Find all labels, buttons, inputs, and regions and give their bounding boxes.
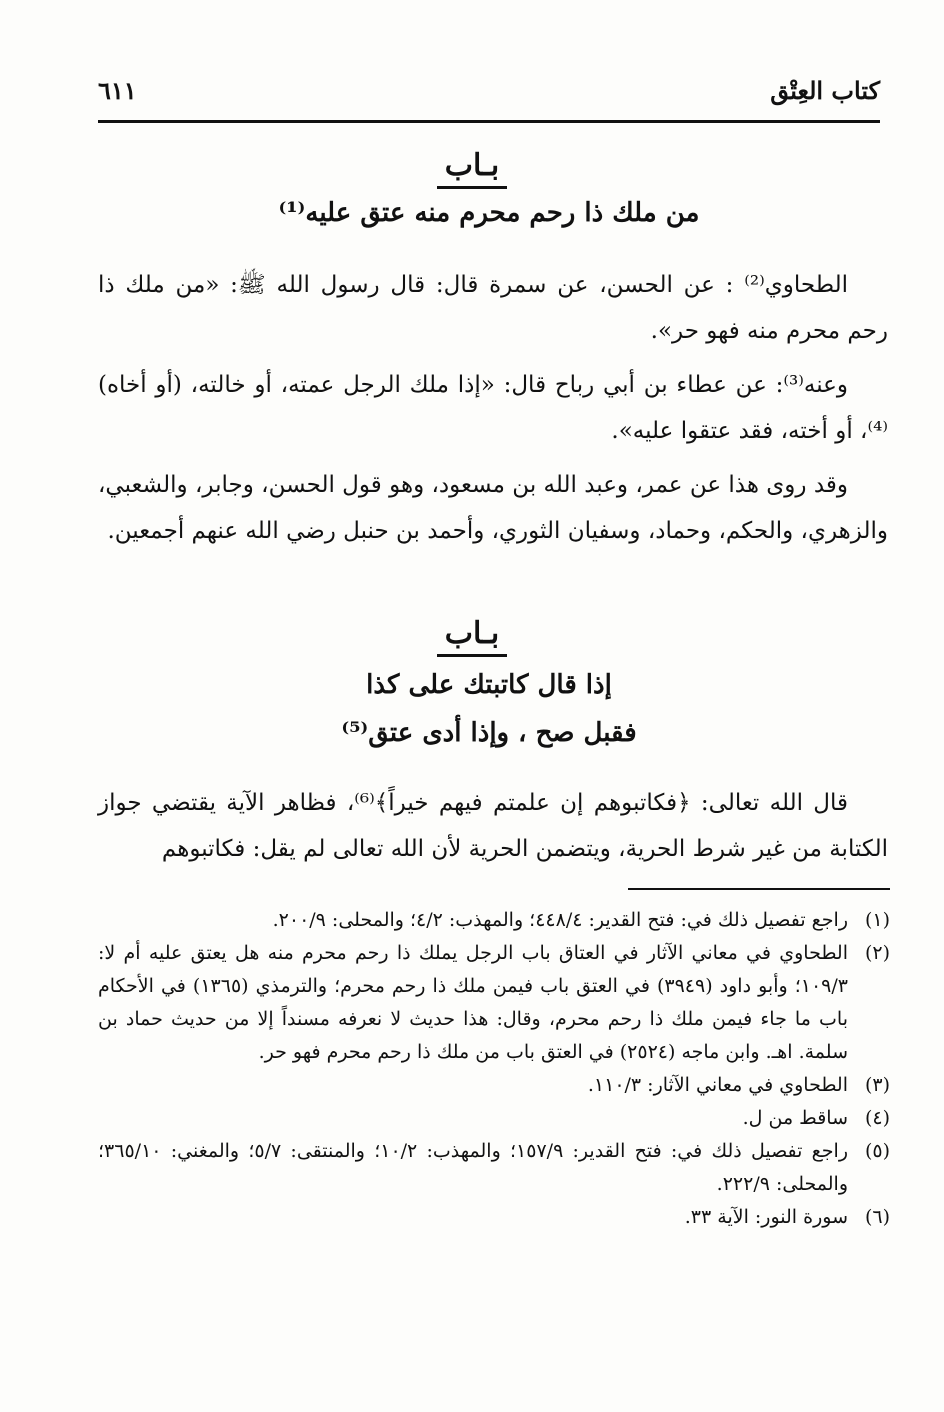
paragraph [98, 262, 888, 354]
footnote-text: الطحاوي في معاني الآثار في العتاق باب الرجل يملك ذا رحم محرم منه هل يعتق عليه أم لا: ١٠٩/٣؛ وأبو داود (٣٩٤٩) في العتق باب فيمن ملك ذا رحم محرم؛ والترمذي (١٣٦٥) في الأحكام باب ما جاء فيمن ملك ذا رحم محرم، وقال: هذا حديث لا نعرفه مسنداً إلا من حديث حماد بن سلمة. اهـ. وابن ماجه (٢٥٢٤) في العتق باب من ملك ذا رحم محرم فهو حر. [98, 942, 848, 1063]
footnote-number: (٤) [864, 1107, 890, 1129]
running-title: كتاب العِتْق [770, 76, 880, 105]
footnote-number: (٦) [864, 1206, 890, 1228]
paragraph-text: قال الله تعالى: ﴿فكاتبوهم إن علمتم فيهم خيراً﴾⁽⁶⁾، فظاهر الآية يقتضي جواز الكتابة من غير شرط الحرية، ويتضمن الحرية لأن الله تعالى لم يقل: فكاتبوهم [98, 790, 888, 862]
section-label-bab: بـاب [444, 616, 500, 651]
footnote-text: الطحاوي في معاني الآثار: ١١٠/٣. [587, 1074, 848, 1096]
footnote [98, 904, 890, 937]
paragraph-text: وعنه⁽³⁾: عن عطاء بن أبي رباح قال: «إذا ملك الرجل عمته، أو خالته، (أو أخاه)⁽⁴⁾، أو أخته، فقد عتقوا عليه». [98, 372, 888, 444]
footnote [98, 1102, 890, 1135]
footnote-text: راجع تفصيل ذلك في: فتح القدير: ٤٤٨/٤؛ والمهذب: ٤/٢؛ والمحلى: ٢٠٠/٩. [272, 909, 848, 931]
footnote-rule [628, 888, 890, 890]
footnote [98, 937, 890, 1069]
bab-underline [437, 186, 507, 189]
footnote-text: ساقط من ل. [742, 1107, 848, 1129]
section-heading: إذا قال كاتبتك على كذا [366, 670, 612, 700]
footnote [98, 1069, 890, 1102]
footnote-number: (٣) [864, 1074, 890, 1096]
footnote-text: راجع تفصيل ذلك في: فتح القدير: ١٥٧/٩؛ والمهذب: ١٠/٢؛ والمنتقى: ٥/٧؛ والمغني: ٣٦٥/١٠؛ والمحلى: ٢٢٢/٩. [98, 1140, 848, 1195]
footnote [98, 1201, 890, 1234]
footnotes [98, 904, 890, 1234]
paragraph-text: وقد روى هذا عن عمر، وعبد الله بن مسعود، وهو قول الحسن، وجابر، والشعبي، والزهري، والحكم، وحماد، وسفيان الثوري، وأحمد بن حنبل رضي الله عنهم أجمعين. [98, 472, 888, 544]
section-heading: من ملك ذا رحم محرم منه عتق عليه⁽¹⁾ [278, 198, 700, 228]
footnote [98, 1135, 890, 1201]
paragraph [98, 362, 888, 454]
section-heading: فقبل صح ، وإذا أدى عتق⁽⁵⁾ [341, 718, 637, 748]
page-header [98, 76, 880, 112]
header-rule [98, 120, 880, 123]
footnote-number: (٢) [864, 942, 890, 964]
footnote-number: (١) [864, 909, 890, 931]
paragraph-text: الطحاوي⁽²⁾ : عن الحسن، عن سمرة قال: قال رسول الله ﷺ: «من ملك ذا رحم محرم منه فهو حر». [98, 272, 888, 344]
footnote-number: (٥) [864, 1140, 890, 1162]
paragraph [98, 462, 888, 554]
bab-underline [437, 654, 507, 657]
page-number: ٦١١ [98, 76, 137, 105]
footnote-text: سورة النور: الآية ٣٣. [684, 1206, 848, 1228]
paragraph [98, 780, 888, 872]
section-label-bab: بـاب [444, 148, 500, 183]
